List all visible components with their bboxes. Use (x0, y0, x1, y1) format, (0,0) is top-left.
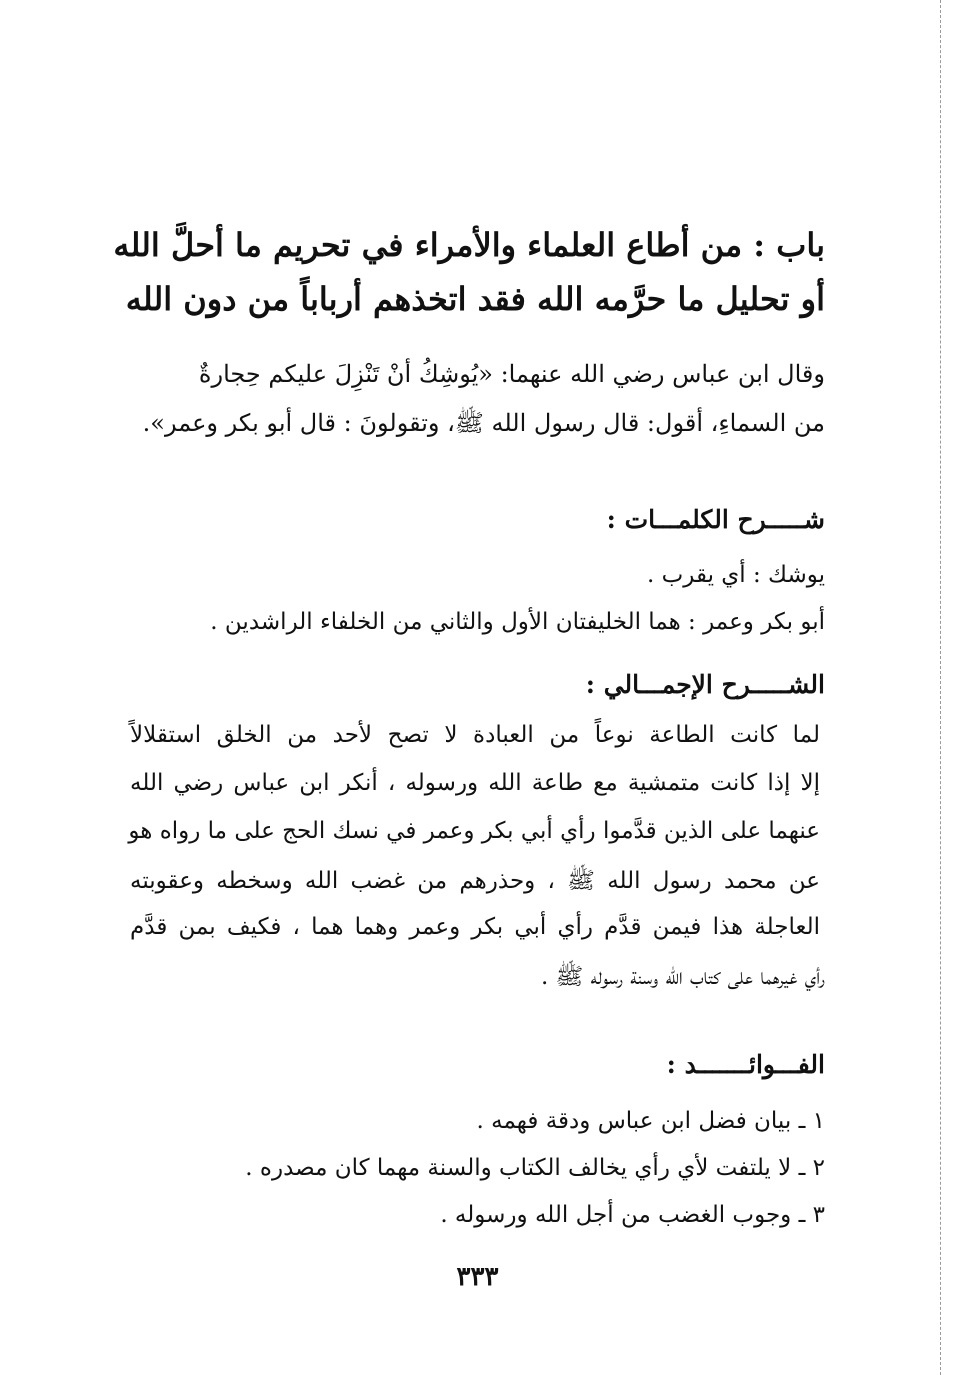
summary-line: عن محمد رسول الله ﷺ ، وحذرهم من غضب الله وسخطه وعقوبته (130, 868, 820, 894)
vocab-heading: شـــــرح الكلمـــات : (606, 505, 825, 534)
summary-line: إلا إذا كانت متمشية مع طاعة الله ورسوله ، أنكر ابن عباس رضي الله (130, 770, 820, 796)
summary-line: عنهما على الذين قدَّموا رأي أبي بكر وعمر في نسك الحج على ما رواه هو (128, 818, 820, 844)
vocab-item: يوشك : أي يقرب . (646, 562, 825, 588)
margin-dashed-line (940, 0, 941, 1375)
benefit-item: ٢ ـ لا يلتفت لأي رأي يخالف الكتاب والسنة مهما كان مصدره . (245, 1155, 825, 1181)
benefits-heading: الفـــوائـــــــد : (666, 1050, 825, 1079)
summary-line: العاجلة هذا فيمن قدَّم رأي أبي بكر وعمر وهما هما ، فكيف بمن قدَّم (130, 914, 820, 940)
quote-line-1: وقال ابن عباس رضي الله عنهما: «يُوشِكُ أنْ تَنْزِلَ عليكم حِجارةٌ (198, 360, 825, 388)
benefit-item: ٣ ـ وجوب الغضب من أجل الله ورسوله . (440, 1202, 825, 1228)
vocab-item: أبو بكر وعمر : هما الخليفتان الأول والثاني من الخلفاء الراشدين . (210, 609, 825, 635)
chapter-title-line-2: أو تحليل ما حرَّمه الله فقد اتخذهم أرباباً من دون الله (125, 280, 825, 318)
summary-heading: الشـــــرح الإجمـــالي : (585, 670, 825, 699)
page-number: ٣٣٣ (456, 1262, 499, 1292)
summary-line: رأي غيرهما على كتاب الله وسنة رسوله ﷺ . (540, 964, 825, 990)
quote-line-2: من السماءِ، أقول: قال رسول الله ﷺ، وتقولونَ : قال أبو بكر وعمر». (142, 409, 825, 437)
chapter-title-line-1: باب : من أطاع العلماء والأمراء في تحريم ما أحلَّ الله (113, 226, 825, 264)
benefit-item: ١ ـ بيان فضل ابن عباس ودقة فهمه . (476, 1108, 825, 1134)
summary-line: لما كانت الطاعة نوعاً من العبادة لا تصح لأحد من الخلق استقلالاً (130, 722, 820, 748)
